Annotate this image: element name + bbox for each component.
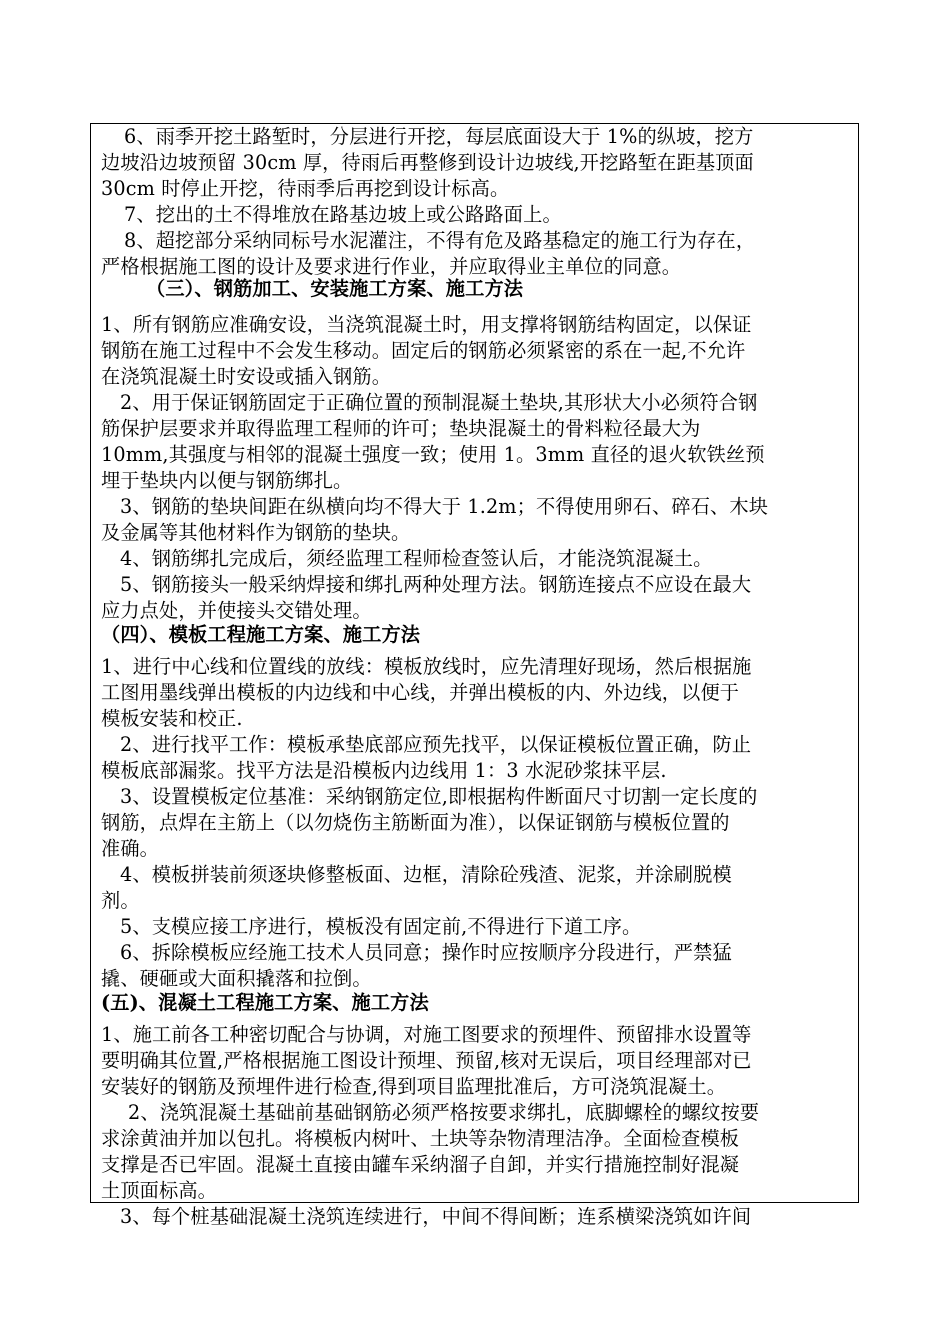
text-line: 模板底部漏浆。找平方法是沿模板内边线用 1：3 水泥砂浆抹平层.	[101, 759, 667, 782]
text-line: 2、用于保证钢筋固定于正确位置的预制混凝土垫块,其形状大小必须符合钢	[120, 391, 758, 414]
text-line: 30cm 时停止开挖，待雨季后再挖到设计标高。	[101, 177, 510, 200]
document-body	[90, 123, 859, 1228]
text-line: 严格根据施工图的设计及要求进行作业，并应取得业主单位的同意。	[101, 255, 682, 278]
text-line: 工图用墨线弹出模板的内边线和中心线，并弹出模板的内、外边线，以便于	[101, 681, 740, 704]
text-line: 在浇筑混凝土时安设或插入钢筋。	[101, 365, 392, 388]
text-line: 2、进行找平工作：模板承垫底部应预先找平，以保证模板位置正确，防止	[120, 733, 752, 756]
text-line: 2、浇筑混凝土基础前基础钢筋必须严格按要求绑扎，底脚螺栓的螺纹按要	[128, 1101, 760, 1124]
text-line: 钢筋，点焊在主筋上（以勿烧伤主筋断面为准），以保证钢筋与模板位置的	[101, 811, 730, 834]
text-line: 剂。	[101, 889, 140, 912]
text-line: 4、模板拼装前须逐块修整板面、边框，清除砼残渣、泥浆，并涂刷脱模	[120, 863, 732, 886]
text-line: 6、拆除模板应经施工技术人员同意；操作时应按顺序分段进行，严禁猛	[120, 941, 732, 964]
text-line: 应力点处，并使接头交错处理。	[101, 599, 372, 622]
text-line: 边坡沿边坡预留 30cm 厚，待雨后再整修到设计边坡线,开挖路堑在距基顶面	[101, 151, 754, 174]
text-line: 1、施工前各工种密切配合与协调，对施工图要求的预埋件、预留排水设置等	[101, 1023, 752, 1046]
text-line: 钢筋在施工过程中不会发生移动。固定后的钢筋必须紧密的系在一起,不允许	[101, 339, 746, 362]
text-line: 及金属等其他材料作为钢筋的垫块。	[101, 521, 411, 544]
text-line: 10mm,其强度与相邻的混凝土强度一致；使用 1。3mm 直径的退火软铁丝预	[101, 443, 765, 466]
text-line: 5、钢筋接头一般采纳焊接和绑扎两种处理方法。钢筋连接点不应设在最大	[120, 573, 752, 596]
text-line: 6、雨季开挖土路堑时，分层进行开挖，每层底面设大于 1%的纵坡，挖方	[124, 125, 754, 148]
text-line: 3、钢筋的垫块间距在纵横向均不得大于 1.2m；不得使用卵石、碎石、木块	[120, 495, 769, 518]
section-heading: （三）、钢筋加工、安装施工方案、施工方法	[146, 277, 524, 300]
text-line: 7、挖出的土不得堆放在路基边坡上或公路路面上。	[124, 203, 562, 226]
text-line: 筋保护层要求并取得监理工程师的许可；垫块混凝土的骨料粒径最大为	[101, 417, 701, 440]
text-line: 1、所有钢筋应准确安设，当浇筑混凝土时，用支撑将钢筋结构固定，以保证	[101, 313, 752, 336]
section-heading: （四）、模板工程施工方案、施工方法	[101, 623, 421, 646]
text-line: 支撑是否已牢固。混凝土直接由罐车采纳溜子自卸，并实行措施控制好混凝	[101, 1153, 740, 1176]
text-line: 8、超挖部分采纳同标号水泥灌注，不得有危及路基稳定的施工行为存在，	[124, 229, 756, 252]
text-line: 模板安装和校正.	[101, 707, 243, 730]
text-line: 要明确其位置,严格根据施工图设计预埋、预留,核对无误后，项目经理部对已	[101, 1049, 752, 1072]
text-line: 3、每个桩基础混凝土浇筑连续进行，中间不得间断；连系横梁浇筑如许间	[120, 1205, 752, 1228]
text-line: 安装好的钢筋及预埋件进行检查,得到项目监理批准后，方可浇筑混凝土。	[101, 1075, 727, 1098]
text-line: 5、支模应接工序进行，模板没有固定前,不得进行下道工序。	[120, 915, 642, 938]
text-line: 埋于垫块内以便与钢筋绑扎。	[101, 469, 353, 492]
text-line: 3、设置模板定位基准：采纳钢筋定位,即根据构件断面尺寸切割一定长度的	[120, 785, 758, 808]
text-line: 1、进行中心线和位置线的放线：模板放线时，应先清理好现场，然后根据施	[101, 655, 752, 678]
text-line: 4、钢筋绑扎完成后，须经监理工程师检查签认后，才能浇筑混凝土。	[120, 547, 713, 570]
text-line: 撬、硬砸或大面积撬落和拉倒。	[101, 967, 372, 990]
text-line: 准确。	[101, 837, 160, 860]
text-line: 求涂黄油并加以包扎。将模板内树叶、土块等杂物清理洁净。全面检查模板	[101, 1127, 740, 1150]
section-heading: (五)、混凝土工程施工方案、施工方法	[101, 991, 429, 1014]
text-line: 土顶面标高。	[101, 1179, 218, 1202]
